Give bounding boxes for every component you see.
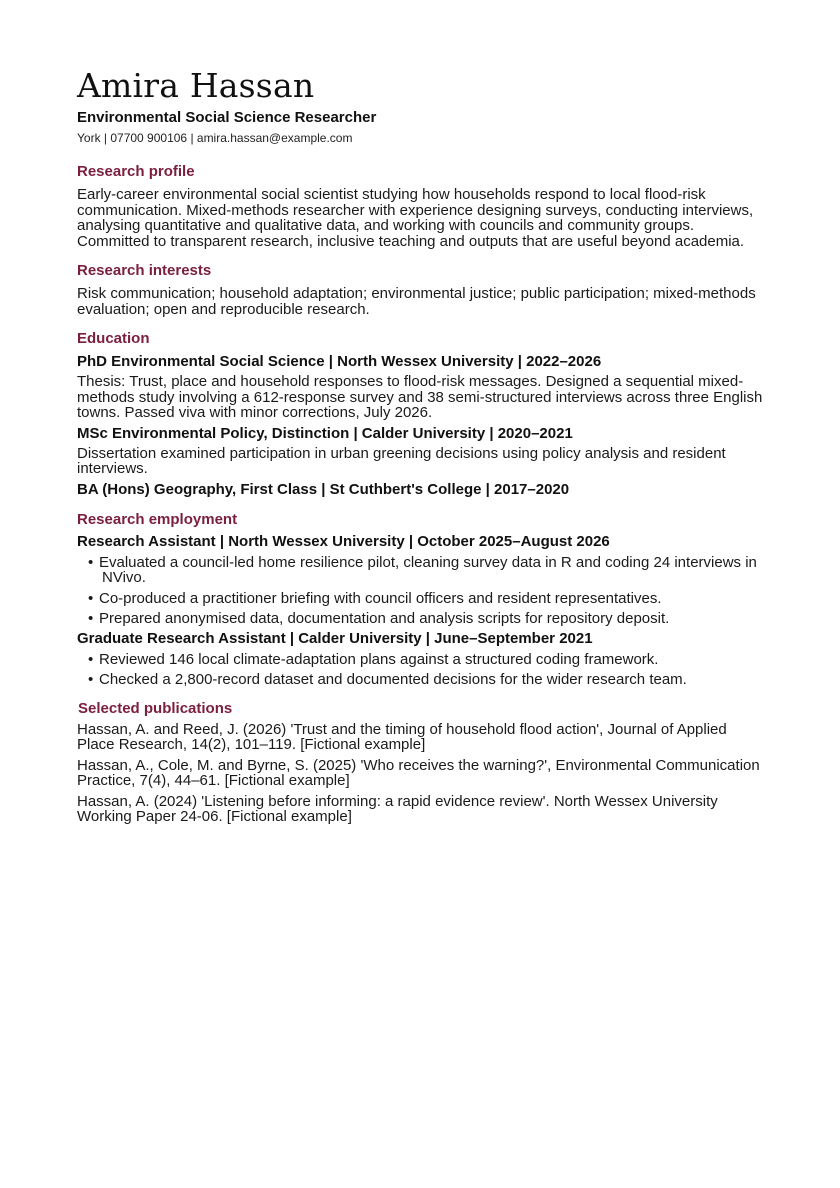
education-entry [77, 425, 767, 477]
profile-text: Early-career environmental social scientist studying how households respond to local flood-risk communication. Mixed-methods researcher with experience designing surveys, conducting interviews, analysing quantitative and qualitative data, and working with councils and community groups. Committed to transparent research, inclusive teaching and outputs that are useful beyond academia. [77, 186, 754, 250]
education-heading: BA (Hons) Geography, First Class | St Cuthbert's College | 2017–2020 [77, 480, 570, 498]
candidate-name: Amira Hassan [77, 66, 315, 105]
contact-line: York | 07700 900106 | amira.hassan@example.com [77, 131, 353, 145]
cv-document [77, 66, 767, 825]
publication-item: Hassan, A., Cole, M. and Byrne, S. (2025) 'Who receives the warning?', Environmental Communication Practice, 7(4), 44–61. [Fictional example] [77, 756, 760, 789]
interests-text: Risk communication; household adaptation; environmental justice; public participation; mixed-methods evaluation; open and reproducible research. [77, 285, 756, 318]
education-heading: MSc Environmental Policy, Distinction | Calder University | 2020–2021 [77, 424, 573, 442]
job-entry [77, 630, 767, 688]
section-title: Research profile [77, 163, 195, 180]
bullet-icon: • [88, 553, 94, 571]
section-education [77, 330, 767, 499]
bullet-icon: • [88, 650, 94, 668]
section-publications [77, 700, 767, 825]
bullet-text: Co-produced a practitioner briefing with council officers and resident representatives. [99, 589, 662, 607]
education-heading: PhD Environmental Social Science | North Wessex University | 2022–2026 [77, 353, 602, 370]
job-bullets [77, 555, 767, 627]
list-item [77, 611, 767, 627]
section-title: Research employment [77, 510, 238, 528]
section-research-profile [77, 163, 767, 249]
bullet-icon: • [88, 610, 94, 627]
education-entry [77, 353, 767, 421]
section-title: Research interests [77, 262, 212, 279]
candidate-headline: Environmental Social Science Researcher [77, 109, 377, 126]
bullet-text: Evaluated a council-led home resilience pilot, cleaning survey data in R and coding 24 interviews in NVivo. [99, 553, 757, 586]
list-item [77, 652, 767, 668]
list-item [77, 672, 767, 688]
bullet-text: Reviewed 146 local climate-adaptation plans against a structured coding framework. [99, 650, 659, 668]
education-description: Thesis: Trust, place and household responses to flood-risk messages. Designed a sequential mixed-methods study involving a 612-response survey and 38 semi-structured interviews across three English towns. Passed viva with minor corrections, July 2026. [77, 373, 763, 421]
job-heading: Research Assistant | North Wessex University | October 2025–August 2026 [77, 532, 610, 550]
job-heading: Graduate Research Assistant | Calder University | June–September 2021 [77, 629, 593, 647]
bullet-text: Checked a 2,800-record dataset and documented decisions for the wider research team. [99, 671, 687, 688]
bullet-text: Prepared anonymised data, documentation and analysis scripts for repository deposit. [99, 610, 670, 627]
publication-item: Hassan, A. and Reed, J. (2026) 'Trust and the timing of household flood action', Journal of Applied Place Research, 14(2), 101–119. [Fictional example] [77, 720, 727, 753]
publication-item: Hassan, A. (2024) 'Listening before informing: a rapid evidence review'. North Wessex University Working Paper 24-06. [Fictional example] [77, 792, 718, 825]
bullet-icon: • [88, 671, 94, 688]
bullet-icon: • [88, 589, 94, 607]
section-title: Selected publications [78, 699, 233, 717]
list-item [77, 555, 767, 586]
job-bullets [77, 652, 767, 688]
section-employment [77, 511, 767, 688]
job-entry [77, 533, 767, 627]
section-research-interests [77, 262, 767, 317]
education-description: Dissertation examined participation in urban greening decisions using policy analysis and resident interviews. [77, 444, 726, 477]
education-entry [77, 481, 767, 499]
list-item [77, 591, 767, 607]
section-title: Education [77, 330, 150, 347]
